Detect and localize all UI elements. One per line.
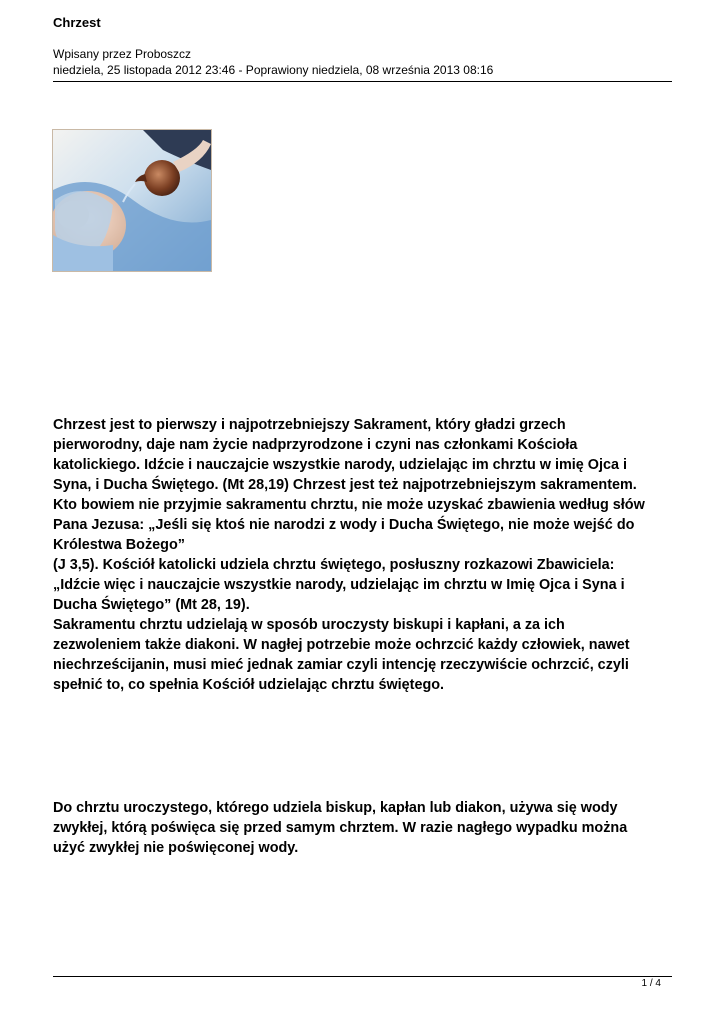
text-line: użyć zwykłej nie poświęconej wody. <box>53 840 299 856</box>
paragraph-2 <box>53 798 673 858</box>
text-line: spełnić to, co spełnia Kościół udzielając chrztu świętego. <box>53 677 445 693</box>
footer-divider <box>53 976 672 977</box>
article-meta <box>53 46 493 78</box>
date-line: niedziela, 25 listopada 2012 23:46 - Poprawiony niedziela, 08 września 2013 08:16 <box>53 63 494 77</box>
baptism-photo <box>52 129 212 272</box>
text-line: katolickiego. Idźcie i nauczajcie wszystkie narody, udzielając im chrztu w imię Ojca i <box>53 457 627 473</box>
text-line: niechrześcijanin, musi mieć jednak zamiar czyli intencję rzeczywiście ochrzcić, czyli <box>53 657 629 673</box>
text-line: „Idźcie więc i nauczajcie wszystkie narody, udzielając im chrztu w Imię Ojca i Syna i <box>53 577 625 593</box>
text-line: pierworodny, daje nam życie nadprzyrodzone i czyni nas członkami Kościoła <box>53 437 578 453</box>
text-line: Kto bowiem nie przyjmie sakramentu chrztu, nie może uzyskać zbawienia według słów <box>53 497 645 513</box>
page-number: 1 / 4 <box>641 978 661 989</box>
paragraph-1 <box>53 415 673 695</box>
page-title: Chrzest <box>53 15 101 30</box>
text-line: Chrzest jest to pierwszy i najpotrzebniejszy Sakrament, który gładzi grzech <box>53 417 566 433</box>
text-line: zezwoleniem także diakoni. W nagłej potrzebie może ochrzcić każdy człowiek, nawet <box>53 637 630 653</box>
text-line: zwykłej, którą poświęca się przed samym chrztem. W razie nagłego wypadku można <box>53 820 628 836</box>
text-line: Do chrztu uroczystego, którego udziela biskup, kapłan lub diakon, używa się wody <box>53 800 618 816</box>
text-line: Sakramentu chrztu udzielają w sposób uroczysty biskupi i kapłani, a za ich <box>53 617 565 633</box>
text-line: Królestwa Bożego” <box>53 537 185 553</box>
header-divider <box>53 81 672 82</box>
text-line: (J 3,5). Kościół katolicki udziela chrztu świętego, posłuszny rozkazowi Zbawiciela: <box>53 557 615 573</box>
baptism-photo-icon <box>53 130 211 271</box>
text-line: Ducha Świętego” (Mt 28, 19). <box>53 597 250 613</box>
text-line: Pana Jezusa: „Jeśli się ktoś nie narodzi z wody i Ducha Świętego, nie może wejść do <box>53 517 635 533</box>
author-line: Wpisany przez Proboszcz <box>53 47 192 61</box>
text-line: Syna, i Ducha Świętego. (Mt 28,19) Chrzest jest też najpotrzebniejszym sakramentem. <box>53 477 637 493</box>
